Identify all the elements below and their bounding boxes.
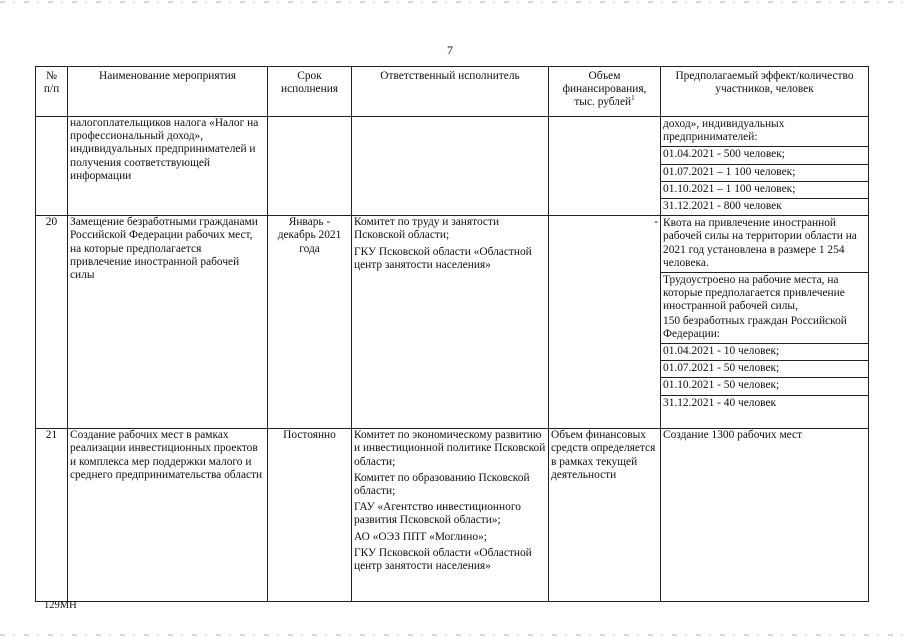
row-executor bbox=[352, 117, 549, 216]
executor-item: Комитет по образованию Псковской области; bbox=[354, 471, 530, 498]
events-table bbox=[35, 66, 869, 602]
table-row bbox=[36, 429, 869, 602]
header-effect: Предполагаемый эффект/количество участников, человек bbox=[661, 67, 869, 117]
executor-item: Комитет по труду и занятости Псковской области; bbox=[354, 216, 500, 242]
effect-line: доход», индивидуальных предпринимателей: bbox=[661, 117, 868, 147]
footnote-marker: 1 bbox=[631, 94, 635, 103]
executor-item: ГАУ «Агентство инвестиционного развития Псковской области»; bbox=[354, 501, 521, 527]
row-name: Создание рабочих мест в рамках реализации инвестиционных проектов и комплекса мер поддержки малого и среднего предпринимательства области bbox=[68, 429, 268, 602]
header-name: Наименование мероприятия bbox=[68, 67, 268, 117]
row-executor bbox=[352, 429, 549, 602]
scan-artifact-top bbox=[0, 1, 905, 3]
executor-item: Комитет по экономическому развитию и инвестиционной политике Псковской области; bbox=[354, 429, 546, 468]
executor-item: АО «ОЭЗ ППТ «Моглино»; bbox=[354, 530, 487, 543]
scan-artifact-bottom bbox=[0, 634, 905, 636]
effect-line: Создание 1300 рабочих мест bbox=[663, 429, 803, 442]
row-num bbox=[36, 117, 68, 216]
header-num-symbol: № bbox=[46, 70, 57, 82]
table-header-row bbox=[36, 67, 869, 117]
row-effect bbox=[661, 429, 869, 602]
row-num: 21 bbox=[36, 429, 68, 602]
effect-line: 150 безработных граждан Российской Федерации: bbox=[661, 314, 868, 344]
table-row bbox=[36, 216, 869, 429]
row-name: Замещение безработными гражданами Российской Федерации рабочих мест, на которые предполагается привлечение иностранной рабочей силы bbox=[68, 216, 268, 429]
row-deadline bbox=[268, 117, 352, 216]
header-num-abbr: п/п bbox=[43, 83, 60, 96]
header-num bbox=[36, 67, 68, 117]
header-executor: Ответственный исполнитель bbox=[352, 67, 549, 117]
effect-line: 01.10.2021 – 1 100 человек; bbox=[661, 182, 868, 199]
row-effect bbox=[661, 216, 869, 429]
effect-line: Квота на привлечение иностранной рабочей силы на территории области на 2021 год установлена в размере 1 254 человека. bbox=[661, 216, 868, 273]
row-executor bbox=[352, 216, 549, 429]
effect-line: 31.12.2021 - 40 человек bbox=[663, 396, 777, 409]
page-number: 7 bbox=[447, 43, 453, 57]
header-deadline: Срок исполнения bbox=[268, 67, 352, 117]
effect-line: 31.12.2021 - 800 человек bbox=[663, 200, 782, 213]
row-funding: Объем финансовых средств определяется в рамках текущей деятельности bbox=[549, 429, 661, 602]
executor-item: ГКУ Псковской области «Областной центр занятости населения» bbox=[354, 245, 532, 271]
row-effect bbox=[661, 117, 869, 216]
row-deadline: Постоянно bbox=[268, 429, 352, 602]
row-funding: - bbox=[549, 216, 661, 429]
effect-line: 01.04.2021 - 10 человек; bbox=[661, 344, 868, 361]
effect-line: 01.07.2021 - 50 человек; bbox=[661, 361, 868, 378]
executor-item: ГКУ Псковской области «Областной центр занятости населения» bbox=[354, 546, 532, 573]
row-funding bbox=[549, 117, 661, 216]
effect-line: 01.10.2021 - 50 человек; bbox=[661, 378, 868, 395]
effect-line: Трудоустроено на рабочие места, на которые предполагается привлечение иностранной рабочей силы, bbox=[663, 274, 845, 313]
table-row bbox=[36, 117, 869, 216]
header-funding-label: Объем финансирования, тыс. рублей bbox=[562, 70, 647, 109]
header-funding bbox=[549, 67, 661, 117]
effect-line: 01.04.2021 - 500 человек; bbox=[661, 147, 868, 164]
document-code: 129МН bbox=[44, 600, 77, 611]
row-num: 20 bbox=[36, 216, 68, 429]
row-name: налогоплательщиков налога «Налог на профессиональный доход», индивидуальных предпринимателей и получения соответствующей информации bbox=[68, 117, 268, 216]
effect-line: 01.07.2021 – 1 100 человек; bbox=[661, 165, 868, 182]
row-deadline: Январь - декабрь 2021 года bbox=[268, 216, 352, 429]
